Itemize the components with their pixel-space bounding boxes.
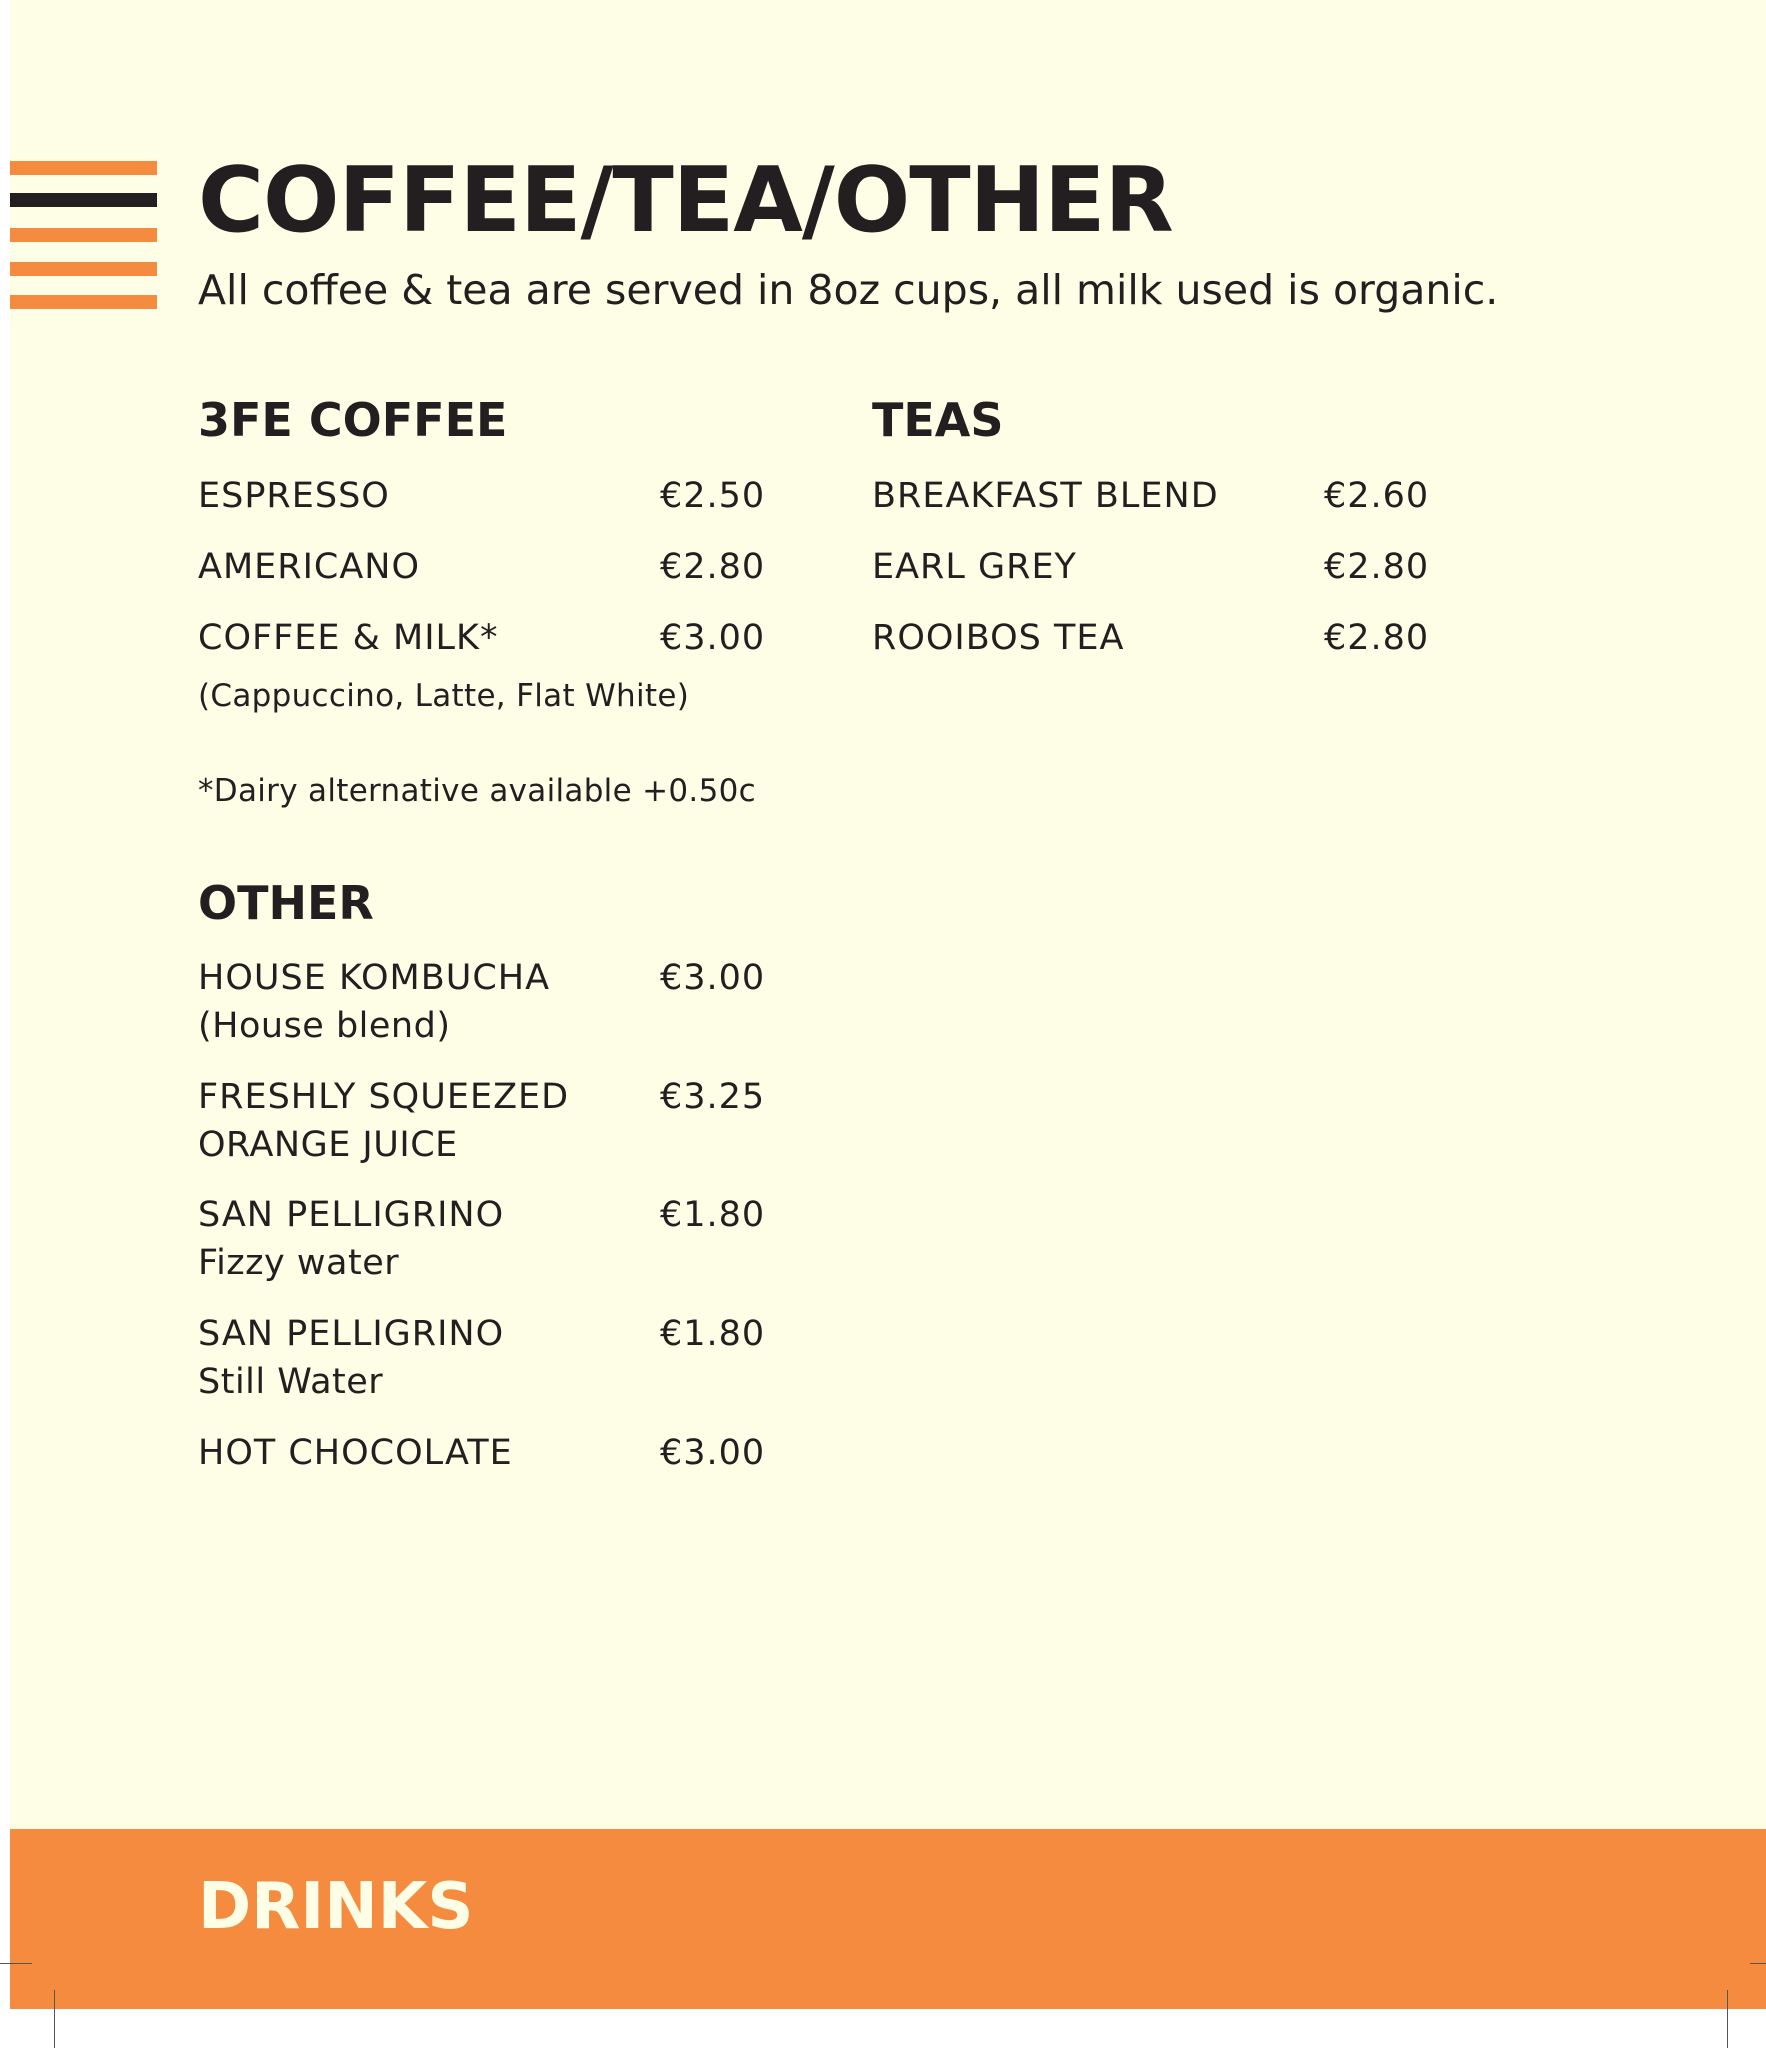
item-description: (House blend) bbox=[198, 1006, 451, 1046]
item-price: €2.60 bbox=[1324, 476, 1430, 516]
dark-stripe bbox=[10, 193, 157, 207]
item-price: €3.00 bbox=[660, 618, 766, 658]
crop-mark bbox=[54, 1990, 55, 2048]
dairy-footnote: *Dairy alternative available +0.50c bbox=[198, 773, 756, 809]
page-subtitle: All coffee & tea are served in 8oz cups, all milk used is organic. bbox=[198, 266, 1499, 314]
item-name: BREAKFAST BLEND bbox=[872, 476, 1219, 516]
item-description: ORANGE JUICE bbox=[198, 1125, 458, 1165]
item-name: SAN PELLIGRINO bbox=[198, 1314, 505, 1354]
crop-mark bbox=[1727, 1990, 1728, 2048]
item-name: EARL GREY bbox=[872, 547, 1077, 587]
stripes-decoration bbox=[10, 161, 157, 309]
item-name: AMERICANO bbox=[198, 547, 421, 587]
item-name: SAN PELLIGRINO bbox=[198, 1195, 505, 1235]
item-price: €3.00 bbox=[660, 958, 766, 998]
page-title: COFFEE/TEA/OTHER bbox=[198, 148, 1173, 253]
orange-stripe bbox=[10, 295, 157, 309]
item-price: €3.00 bbox=[660, 1433, 766, 1473]
item-name: COFFEE & MILK* bbox=[198, 618, 499, 658]
item-description: Still Water bbox=[198, 1362, 384, 1402]
orange-stripe bbox=[10, 262, 157, 276]
orange-stripe bbox=[10, 228, 157, 242]
coffee-heading: 3FE COFFEE bbox=[198, 393, 508, 447]
footer-label: DRINKS bbox=[198, 1870, 474, 1944]
item-price: €3.25 bbox=[660, 1077, 766, 1117]
item-price: €1.80 bbox=[660, 1314, 766, 1354]
other-heading: OTHER bbox=[198, 876, 374, 930]
item-price: €2.80 bbox=[1324, 547, 1430, 587]
item-price: €2.50 bbox=[660, 476, 766, 516]
coffee-variants: (Cappuccino, Latte, Flat White) bbox=[198, 678, 690, 714]
item-name: ROOIBOS TEA bbox=[872, 618, 1125, 658]
teas-heading: TEAS bbox=[872, 393, 1004, 447]
item-name: ESPRESSO bbox=[198, 476, 390, 516]
orange-stripe bbox=[10, 161, 157, 175]
item-description: Fizzy water bbox=[198, 1243, 400, 1283]
item-price: €2.80 bbox=[660, 547, 766, 587]
crop-mark bbox=[1750, 1963, 1766, 1964]
item-name: HOT CHOCOLATE bbox=[198, 1433, 513, 1473]
item-name: HOUSE KOMBUCHA bbox=[198, 958, 551, 998]
crop-mark bbox=[0, 1963, 32, 1964]
item-price: €1.80 bbox=[660, 1195, 766, 1235]
item-price: €2.80 bbox=[1324, 618, 1430, 658]
menu-page bbox=[10, 0, 1766, 2009]
item-name: FRESHLY SQUEEZED bbox=[198, 1077, 570, 1117]
